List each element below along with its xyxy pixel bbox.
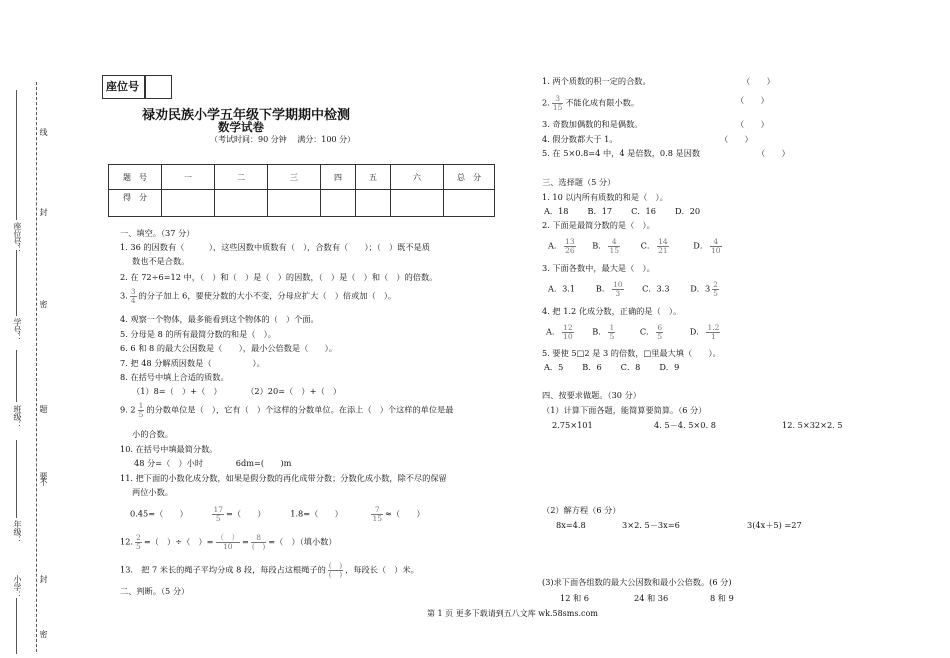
fraction — [328, 562, 343, 579]
score-table-cell: 一 — [162, 165, 215, 190]
option-label: B． — [592, 240, 607, 251]
choice-question: 3. 下面各数中，最大是（ ）。 — [542, 263, 655, 273]
seal-char: 封 — [39, 208, 48, 216]
question-text: =（ ）÷（ ）= — [143, 536, 214, 547]
fraction — [130, 288, 137, 305]
denominator: 26 — [565, 246, 575, 255]
problem-item: 24 和 36 — [634, 593, 669, 603]
score-table-header-row — [109, 165, 495, 190]
denominator: 4 — [130, 296, 136, 305]
seal-char: 线 — [39, 128, 48, 136]
option-label: D．3 — [690, 283, 711, 294]
fraction — [656, 324, 663, 341]
question-text: 的分子加上 6，要使分数的大小不变，分母应扩大（ ）倍或加（ ）。 — [138, 290, 397, 301]
problem-item: 3(4x＋5) =27 — [747, 520, 802, 530]
question-12 — [120, 534, 337, 551]
grade-label: 年级： — [13, 520, 22, 544]
score-table — [108, 164, 495, 217]
page-footer: 第 1 页 更多下载请到五八文库 wk.58sms.com — [427, 609, 598, 618]
fraction — [712, 281, 719, 298]
numerator: 10 — [612, 280, 623, 289]
option-label: B． — [595, 283, 610, 294]
judgment-answer-paren[interactable]: （ ） — [720, 134, 753, 144]
question-text: 13. 把 7 米长的绳子平均分成 8 段，每段占这根绳子的 — [120, 564, 326, 575]
question-number: 3. — [120, 290, 128, 301]
fraction — [612, 281, 624, 298]
problem-item: 8x=4.8 — [556, 520, 586, 530]
judgment-answer-paren[interactable]: （ ） — [757, 148, 790, 158]
denominator: ( ) — [251, 542, 266, 551]
option-label: A． — [546, 326, 561, 337]
denominator: 1 — [711, 332, 716, 341]
section1-title: 一、填空。（37 分） — [120, 228, 195, 238]
school-blank — [16, 598, 17, 654]
numerator: 12 — [563, 323, 573, 332]
problem-heading: （2）解方程（6 分） — [542, 505, 621, 515]
problem-heading: （1）计算下面各题，能简算要简算。（6 分） — [542, 405, 707, 415]
denominator: 3 — [615, 289, 621, 298]
numerator: 1.2 — [707, 323, 720, 332]
numerator: 17 — [213, 505, 223, 514]
score-input-cell[interactable] — [268, 190, 321, 217]
question-text: 11. 把下面的小数化成分数，如果是假分数的再化成带分数；分数化成小数，除不尽的保留 — [120, 473, 447, 483]
denominator: 5 — [215, 514, 221, 523]
numerator: 6 — [657, 323, 663, 332]
question-13 — [120, 562, 419, 579]
seal-char: 密 — [39, 630, 48, 638]
binding-line — [36, 82, 37, 652]
numerator: 1 — [138, 401, 144, 410]
question-text: 小的合数。 — [132, 429, 173, 439]
score-input-cell[interactable] — [444, 190, 495, 217]
class-blank — [16, 350, 17, 402]
choice-question: 4. 把 1.2 化成分数，正确的是（ ）。 — [542, 306, 682, 316]
exam-title: 禄劝民族小学五年级下学期期中检测 — [142, 108, 351, 123]
denominator: 5 — [136, 542, 141, 551]
numerator: 13 — [565, 237, 575, 246]
option-label: D． — [689, 326, 705, 337]
problem-item: 4. 5－4. 5×0. 8 — [654, 420, 716, 430]
seal-char: 封 — [39, 575, 48, 583]
section2-title: 二、判断。（5 分） — [120, 586, 190, 596]
problem-item: 12 和 6 — [560, 593, 590, 603]
question-text: =（ ）（填小数） — [268, 536, 337, 547]
judgment-text: 1. 两个质数的积一定的合数。 — [542, 76, 651, 86]
score-input-cell[interactable] — [215, 190, 268, 217]
numerator: ( ) — [328, 561, 343, 570]
question-number: 9. 2 — [120, 404, 136, 415]
denominator: 15 — [372, 514, 383, 523]
choice-options: A．5 B．6 C．8 D．9 — [544, 362, 680, 372]
option-label: C． — [640, 240, 656, 251]
fraction — [371, 506, 383, 523]
numerator: 3 — [130, 287, 136, 296]
fraction — [135, 534, 142, 551]
question-text: 48 分=（ ）小时 6dm=( )m — [134, 458, 292, 468]
problem-item: 8 和 9 — [710, 593, 734, 603]
question-text: 4. 观察一个物体，最多能看到这个物体的（ ）个面。 — [120, 314, 319, 324]
score-input-cell[interactable] — [391, 190, 444, 217]
numerator: 7 — [371, 506, 383, 515]
fraction — [657, 238, 669, 255]
denominator: 5 — [657, 332, 663, 341]
numerator: 2 — [713, 280, 718, 289]
fraction — [710, 238, 722, 255]
seat-label: 座位号 — [106, 80, 139, 93]
question-text: 两位小数。 — [132, 487, 173, 497]
question-text: 5. 分母是 8 的所有最简分数的和是（ ）。 — [120, 329, 276, 339]
fraction — [706, 324, 720, 341]
option-label: C．3.3 — [642, 283, 670, 294]
fraction — [562, 324, 574, 341]
score-table-cell: 题 号 — [109, 165, 162, 190]
question-9 — [120, 402, 453, 419]
question-text: 10. 在括号中填最简分数。 — [120, 444, 218, 454]
problem-heading: (3)求下面各组数的最大公因数和最小公倍数。(6 分) — [542, 577, 732, 587]
question-text: 8. 在括号中填上合适的质数。 — [120, 372, 229, 382]
choice-question: 1. 10 以内所有质数的和是（ ）。 — [542, 192, 668, 202]
score-input-cell[interactable] — [321, 190, 356, 217]
question-text: ≈（ ） — [385, 508, 425, 519]
problem-item: 12. 5×32×2. 5 — [782, 420, 843, 430]
question-text: 1.8=（ ） — [290, 508, 343, 519]
question-text: 1. 36 的因数有（ ），这些因数中质数有（ ），合数有（ ）；（ ）既不是质 — [120, 242, 430, 252]
denominator: 5 — [138, 410, 144, 419]
question-text: 数也不是合数。 — [132, 256, 190, 266]
denominator: 5 — [713, 289, 718, 298]
denominator: 15 — [552, 103, 563, 112]
choice-options: A．18 B．17 C．16 D．20 — [544, 206, 701, 216]
grade-blank — [16, 440, 17, 518]
score-table-cell: 得 分 — [109, 190, 162, 217]
judgment-text: 3. 奇数加偶数的和是偶数。 — [542, 119, 643, 129]
score-table-cell: 六 — [391, 165, 444, 190]
question-text: 6. 6 和 8 的最大公因数是（ ），最小公倍数是（ ）。 — [120, 343, 337, 353]
question-text: ，每段长（ ）米。 — [345, 564, 419, 575]
score-input-cell[interactable] — [356, 190, 391, 217]
seat-blank — [16, 90, 17, 220]
fraction — [608, 238, 620, 255]
fraction — [251, 534, 266, 551]
score-table-cell: 四 — [321, 165, 356, 190]
school-label: 小学： — [13, 575, 22, 599]
question-11-items — [130, 506, 425, 523]
question-3 — [120, 288, 396, 305]
section4-title: 四、按要求做题。（30 分） — [542, 390, 641, 400]
seal-char: 要 — [39, 472, 48, 480]
problem-item: 2.75×101 — [552, 420, 593, 430]
seal-char: 题 — [39, 405, 48, 413]
seat-label: 座位号： — [13, 222, 22, 254]
student-id-blank — [16, 250, 17, 316]
judgment-2 — [542, 95, 639, 112]
score-table-cell: 总 分 — [444, 165, 495, 190]
numerator: 14 — [658, 237, 668, 246]
section3-title: 三、选择题（5 分） — [542, 177, 616, 187]
option-label: A． — [548, 240, 563, 251]
score-input-cell[interactable] — [162, 190, 215, 217]
denominator: 10 — [223, 542, 233, 551]
numerator: （ ） — [216, 533, 240, 542]
seal-char: 不 — [39, 478, 48, 486]
problem-item: 3×2. 5－3x=6 — [622, 520, 680, 530]
score-table-cell: 二 — [215, 165, 268, 190]
judgment-answer-paren[interactable]: （ ） — [736, 119, 769, 129]
fraction — [216, 534, 241, 551]
exam-info: （考试时间：90 分钟 满分：100 分） — [210, 135, 356, 144]
choice-question: 2. 下面是最简分数的是（ ）。 — [542, 220, 655, 230]
numerator: 1 — [609, 323, 615, 332]
question-text: 的分数单位是（ ），它有（ ）个这样的分数单位。在添上（ ）个这样的单位是最 — [146, 404, 454, 415]
judgment-text: 不能化成有限小数。 — [565, 97, 640, 108]
question-text: = — [242, 536, 249, 547]
option-label: D． — [693, 240, 709, 251]
judgment-answer-paren[interactable]: （ ） — [736, 95, 769, 105]
judgment-answer-paren[interactable]: （ ） — [742, 76, 775, 86]
choice-options — [546, 324, 722, 341]
numerator: 3 — [552, 95, 564, 104]
score-table-cell: 五 — [356, 165, 391, 190]
fraction — [608, 324, 615, 341]
numerator: 2 — [136, 533, 141, 542]
option-label: B． — [592, 326, 607, 337]
denominator: 15 — [609, 246, 620, 255]
choice-options — [548, 238, 724, 255]
question-text: 0.45=（ ） — [130, 508, 188, 519]
student-id-label: 学号： — [13, 318, 22, 342]
denominator: 10 — [563, 332, 573, 341]
numerator: 8 — [251, 534, 266, 543]
question-text: 7. 把 48 分解质因数是（ ）。 — [120, 358, 265, 368]
judgment-text: 5. 在 5×0.8=4 中，4 是倍数，0.8 是因数 — [542, 148, 701, 158]
numerator: 4 — [608, 238, 620, 247]
question-text: 2. 在 72÷6=12 中，（ ）和（ ）是（ ）的因数，（ ）是（ ）和（ ）的倍数。 — [120, 272, 438, 282]
question-number: 12. — [120, 536, 134, 547]
question-text: =（ ） — [226, 508, 266, 519]
fraction — [564, 238, 576, 255]
denominator: 5 — [609, 332, 615, 341]
question-number: 2. — [542, 97, 550, 108]
seat-input-cell[interactable] — [144, 75, 172, 99]
denominator: 21 — [658, 246, 668, 255]
fraction — [552, 95, 564, 112]
exam-subtitle: 数学试卷 — [218, 120, 264, 134]
option-label: C． — [639, 326, 655, 337]
denominator: ( ) — [328, 570, 343, 579]
class-label: 班级： — [13, 405, 22, 429]
fraction — [138, 402, 145, 419]
choice-question: 5. 要使 5□2 是 3 的倍数，□里最大填（ ）。 — [542, 348, 721, 358]
seal-char: 密 — [39, 300, 48, 308]
choice-options — [548, 281, 721, 298]
question-text: （1）8=（ ）+（ ） （2）20=（ ）+（ ） — [132, 386, 342, 396]
numerator: 4 — [710, 238, 722, 247]
score-table-score-row — [109, 190, 495, 217]
score-table-cell: 三 — [268, 165, 321, 190]
option-label: A．3.1 — [548, 283, 576, 294]
fraction — [212, 506, 224, 523]
denominator: 10 — [711, 246, 721, 255]
judgment-text: 4. 假分数都大于 1。 — [542, 134, 618, 144]
